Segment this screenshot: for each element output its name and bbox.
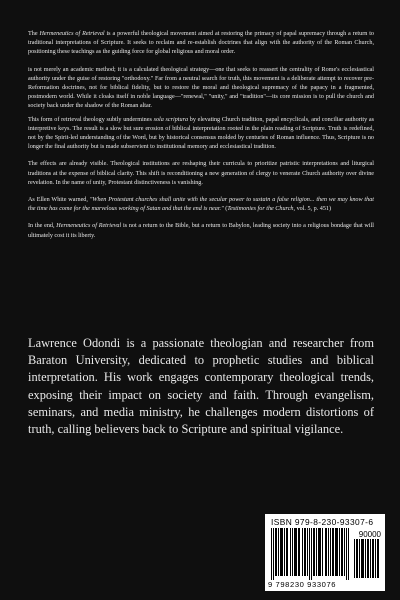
author-bio: [28, 335, 374, 438]
barcode-bars-icon: [271, 528, 351, 580]
blurb-text-segment: In the end,: [28, 223, 57, 230]
book-title-italic: Hermeneutics of Retrieval: [39, 31, 105, 37]
blurb-paragraph-1: [28, 30, 374, 58]
isbn-label: ISBN 979-8-230-93307-6: [271, 517, 374, 527]
blurb-paragraph-2: is not merely an academic method; it is a calculated theological strategy—one that seeks to reassert the centrality of Rome's ecclesiastical authority under the guise of restoring "orthodoxy." Far from a neutral search for truth, this movement is a deliberate attempt to recover pre-Reformation doctrines, not for biblical fidelity, but to restore the moral and theological supremacy of the papacy in a fragmented, postmodern world. While it cloaks itself in noble language—"renewal," "unity," and "tradition"—its core mission is to pull the church and society back under the shadow of the Roman altar.: [28, 66, 374, 110]
ellen-white-quote: "When Protestant churches shall unite with the secular power to sustain a false religion... then we may know that the time has come for the marvelous working of Satan and that the end is near.": [28, 197, 374, 213]
isbn-barcode: [265, 514, 385, 591]
sola-scriptura-italic: sola scriptura: [153, 116, 189, 123]
blurb-paragraph-3: [28, 116, 374, 153]
blurb-text-segment: The: [28, 31, 40, 37]
quote-source-title: Testimonies for the Church: [227, 206, 294, 213]
blurb-paragraph-5: [28, 196, 374, 214]
author-bio-text: Lawrence Odondi is a passionate theologian and researcher from Baraton University, dedicated to prophetic studies and biblical interpretation. His work engages contemporary theological trends, exposing their impact on society and faith. Through evangelism, seminars, and media ministry, he challenges modern distortions of truth, calling believers back to Scripture and spiritual vigilance.: [28, 336, 374, 437]
blurb-paragraph-6: [28, 222, 374, 240]
blurb-paragraph-4: The effects are already visible. Theological institutions are reshaping their curricula to prioritize patristic interpretations and liturgical traditions at the expense of biblical clarity. This shift is reconditioning a new generation of clergy to venerate Church authority over divine revelation. In the name of unity, Protestant distinctiveness is vanishing.: [28, 161, 374, 186]
blurb-text-segment: is a powerful theological movement aimed at restoring the primacy of papal supremacy through a return to traditional interpretations of Scripture. It seeks to reclaim and re-establish doctrines that align with the authority of the Roman Church, positioning these teachings as the guiding force for global religious and moral order.: [28, 31, 374, 56]
blurb-text-segment: As Ellen White warned,: [28, 197, 90, 204]
barcode-digits: 9 798230 933076: [268, 580, 337, 589]
price-code: 90000: [358, 530, 381, 539]
blurb-text-segment: is not a return to the Bible, but a return to Babylon, leading society into a religious bondage that will ultimately cost it its liberty.: [28, 223, 374, 239]
price-barcode-bars-icon: [354, 539, 380, 578]
blurb-text: [28, 30, 374, 249]
blurb-text-segment: , vol. 5, p. 451): [293, 206, 332, 213]
blurb-text-segment: (: [223, 206, 228, 213]
blurb-text-segment: This form of retrieval theology subtly undermines: [28, 116, 154, 123]
book-title-italic: Hermeneutics of Retrieval: [56, 223, 122, 230]
blurb-text-segment: by elevating Church tradition, papal encyclicals, and conciliar authority as interpretive keys. The result is a slow but sure erosion of biblical interpretation rooted in the plain reading of Scripture. Truth is redefined, not by the Spirit-led understanding of the Word, but by historical consensus molded by centuries of Roman influence. Thus, Scripture is no longer the final authority but is made subservient to institutional memory and ecclesiastical tradition.: [28, 116, 374, 151]
